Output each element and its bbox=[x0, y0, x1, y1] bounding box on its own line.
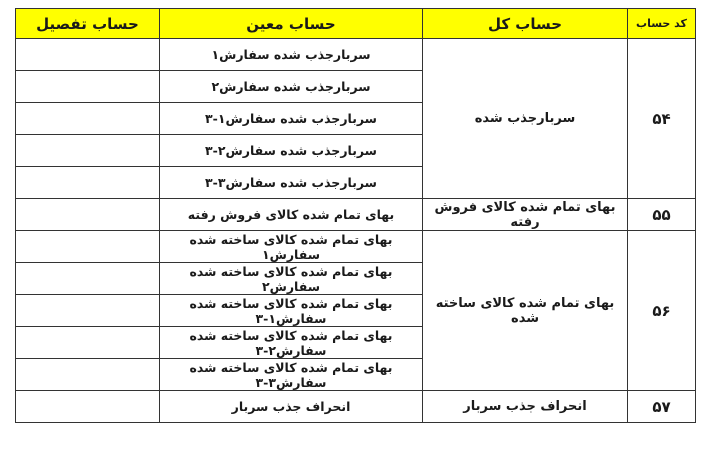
detail-account-cell bbox=[16, 231, 160, 263]
header-kol: حساب کل bbox=[423, 9, 628, 39]
subsidiary-account-cell: بهای تمام شده کالای ساخته شده سفارش۲ bbox=[160, 263, 423, 295]
table-row bbox=[16, 199, 696, 231]
detail-account-cell bbox=[16, 71, 160, 103]
table-row bbox=[16, 231, 696, 263]
account-code-cell: ۵۶ bbox=[628, 231, 696, 391]
accounts-table bbox=[15, 8, 696, 423]
detail-account-cell bbox=[16, 295, 160, 327]
general-account-cell: انحراف جذب سربار bbox=[423, 391, 628, 423]
subsidiary-account-cell: سربارجذب شده سفارش۲-۳ bbox=[160, 135, 423, 167]
detail-account-cell bbox=[16, 135, 160, 167]
header-tafsil: حساب تفصیل bbox=[16, 9, 160, 39]
detail-account-cell bbox=[16, 391, 160, 423]
detail-account-cell bbox=[16, 359, 160, 391]
header-moin: حساب معین bbox=[160, 9, 423, 39]
subsidiary-account-cell: سربارجذب شده سفارش۱ bbox=[160, 39, 423, 71]
detail-account-cell bbox=[16, 39, 160, 71]
header-row bbox=[16, 9, 696, 39]
header-code: کد حساب bbox=[628, 9, 696, 39]
general-account-cell: سربارجذب شده bbox=[423, 39, 628, 199]
account-code-cell: ۵۴ bbox=[628, 39, 696, 199]
detail-account-cell bbox=[16, 167, 160, 199]
subsidiary-account-cell: سربارجذب شده سفارش۱-۳ bbox=[160, 103, 423, 135]
general-account-cell: بهای تمام شده کالای ساخته شده bbox=[423, 231, 628, 391]
subsidiary-account-cell: سربارجذب شده سفارش۲ bbox=[160, 71, 423, 103]
subsidiary-account-cell: بهای تمام شده کالای ساخته شده سفارش۱-۳ bbox=[160, 295, 423, 327]
detail-account-cell bbox=[16, 263, 160, 295]
subsidiary-account-cell: انحراف جذب سربار bbox=[160, 391, 423, 423]
detail-account-cell bbox=[16, 199, 160, 231]
detail-account-cell bbox=[16, 103, 160, 135]
table-row bbox=[16, 39, 696, 71]
subsidiary-account-cell: بهای تمام شده کالای ساخته شده سفارش۲-۳ bbox=[160, 327, 423, 359]
subsidiary-account-cell: سربارجذب شده سفارش۳-۳ bbox=[160, 167, 423, 199]
table-row bbox=[16, 391, 696, 423]
account-code-cell: ۵۷ bbox=[628, 391, 696, 423]
subsidiary-account-cell: بهای تمام شده کالای ساخته شده سفارش۱ bbox=[160, 231, 423, 263]
subsidiary-account-cell: بهای تمام شده کالای فروش رفته bbox=[160, 199, 423, 231]
detail-account-cell bbox=[16, 327, 160, 359]
general-account-cell: بهای تمام شده کالای فروش رفته bbox=[423, 199, 628, 231]
account-code-cell: ۵۵ bbox=[628, 199, 696, 231]
subsidiary-account-cell: بهای تمام شده کالای ساخته شده سفارش۳-۳ bbox=[160, 359, 423, 391]
